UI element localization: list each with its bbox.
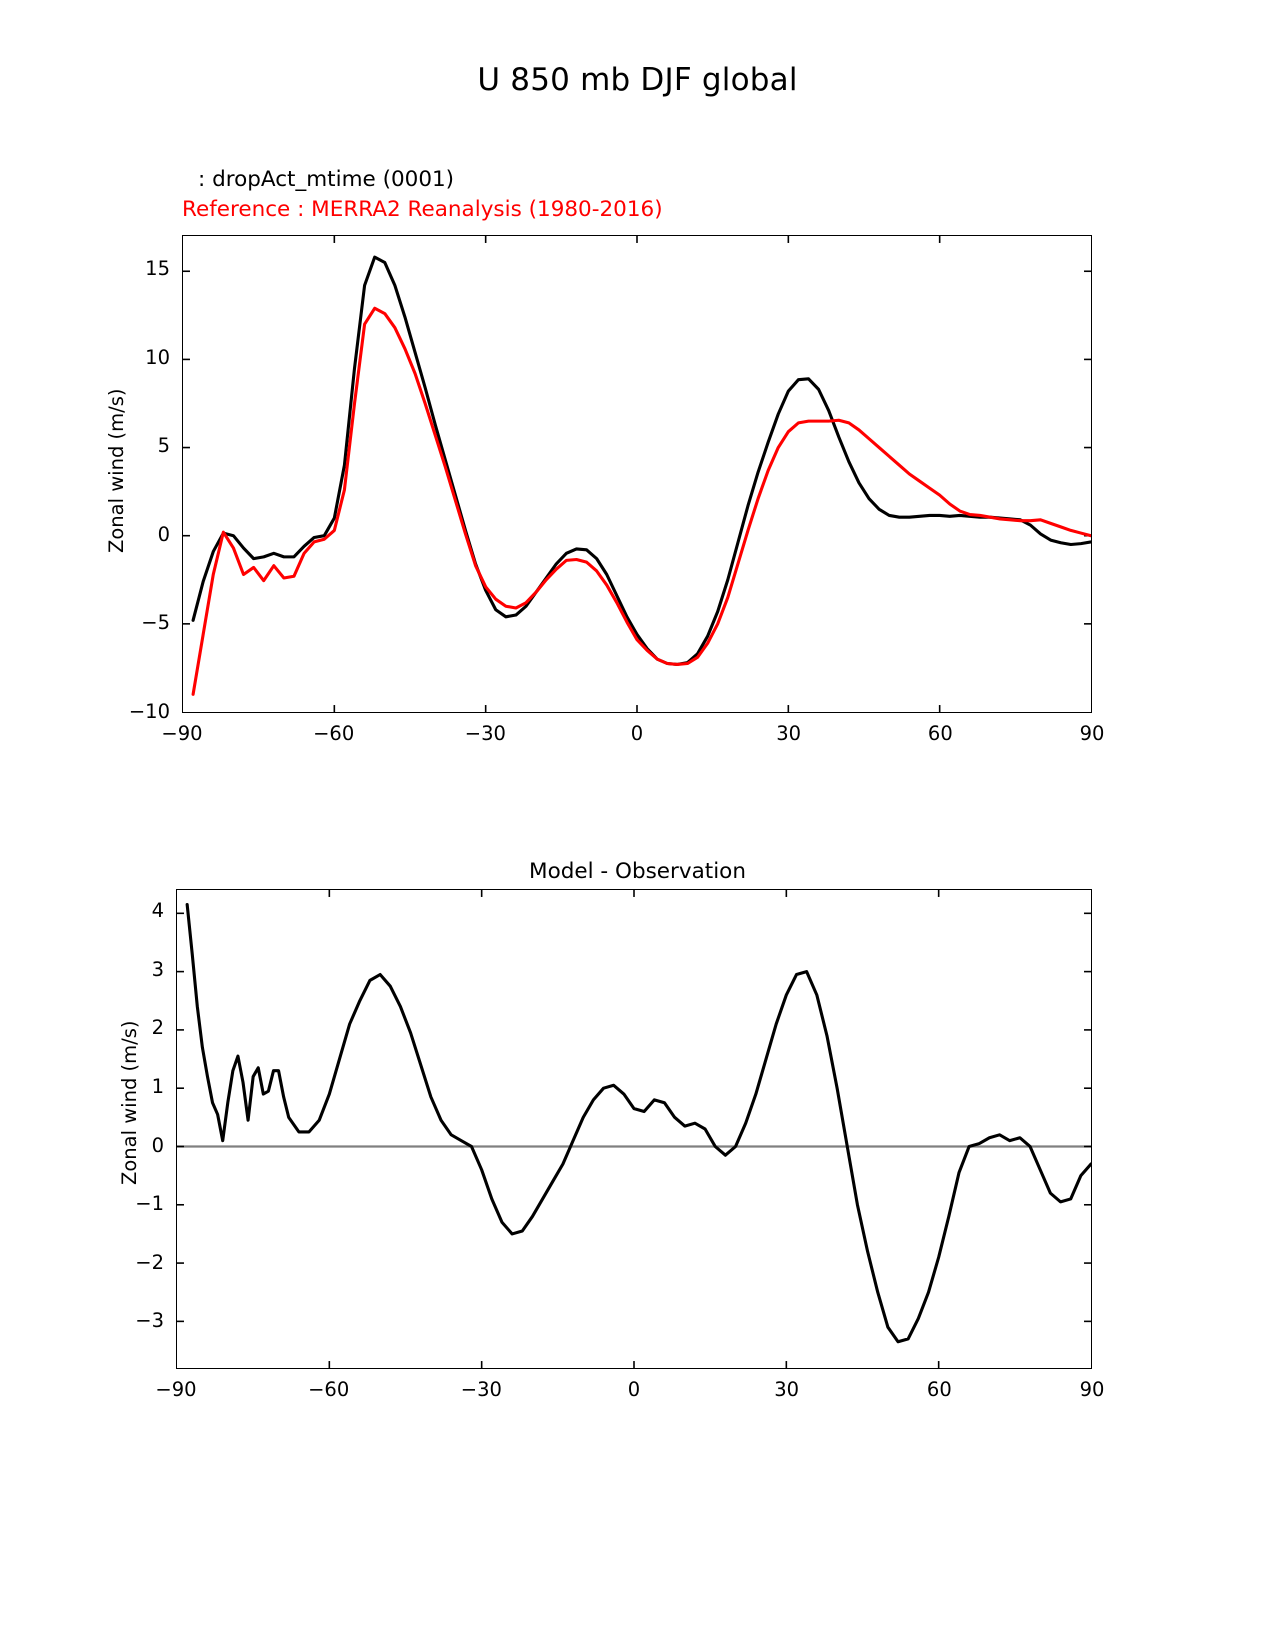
x-tick-label: −30 (460, 1378, 502, 1401)
y-tick-label: 0 (157, 522, 170, 546)
top-panel-y-axis-label: Zonal wind (m/s) (105, 388, 128, 553)
y-tick-label: 5 (157, 434, 170, 458)
y-tick-label: 4 (151, 899, 164, 923)
top-panel-plot-area (182, 235, 1092, 713)
y-tick-label: −5 (141, 611, 170, 635)
x-tick-label: 0 (627, 1378, 641, 1401)
x-tick-label: 90 (1079, 722, 1105, 745)
y-tick-label: −2 (135, 1250, 164, 1274)
x-tick-label: 0 (630, 722, 644, 745)
y-tick-label: −10 (128, 700, 170, 723)
y-tick-label: 0 (151, 1133, 164, 1157)
y-tick-label: 2 (151, 1016, 164, 1040)
bottom-panel-y-axis-label: Zonal wind (m/s) (118, 1020, 141, 1185)
x-tick-label: −60 (308, 1378, 350, 1401)
y-tick-label: 15 (145, 257, 170, 281)
y-tick-label: 10 (145, 345, 170, 369)
y-tick-label: −1 (135, 1192, 164, 1216)
bottom-panel-title: Model - Observation (529, 859, 746, 884)
legend-entry-model: : dropAct_mtime (0001) (198, 167, 455, 192)
x-tick-label: −90 (155, 1378, 197, 1401)
x-tick-label: 30 (776, 722, 802, 745)
x-tick-label: 60 (926, 1378, 952, 1401)
y-tick-label: −3 (135, 1309, 164, 1333)
x-tick-label: 30 (774, 1378, 800, 1401)
y-tick-label: 1 (151, 1075, 164, 1099)
top-panel-svg (183, 236, 1091, 712)
x-tick-label: −60 (313, 722, 355, 745)
x-tick-label: −90 (161, 722, 203, 745)
bottom-panel-svg (177, 890, 1091, 1368)
x-tick-label: −30 (464, 722, 506, 745)
page-title: U 850 mb DJF global (477, 62, 798, 98)
x-tick-label: 60 (927, 722, 953, 745)
y-tick-label: 3 (151, 957, 164, 981)
legend-entry-reference: Reference : MERRA2 Reanalysis (1980-2016) (182, 197, 663, 222)
bottom-panel-plot-area (176, 889, 1092, 1369)
x-tick-label: 90 (1079, 1378, 1105, 1401)
